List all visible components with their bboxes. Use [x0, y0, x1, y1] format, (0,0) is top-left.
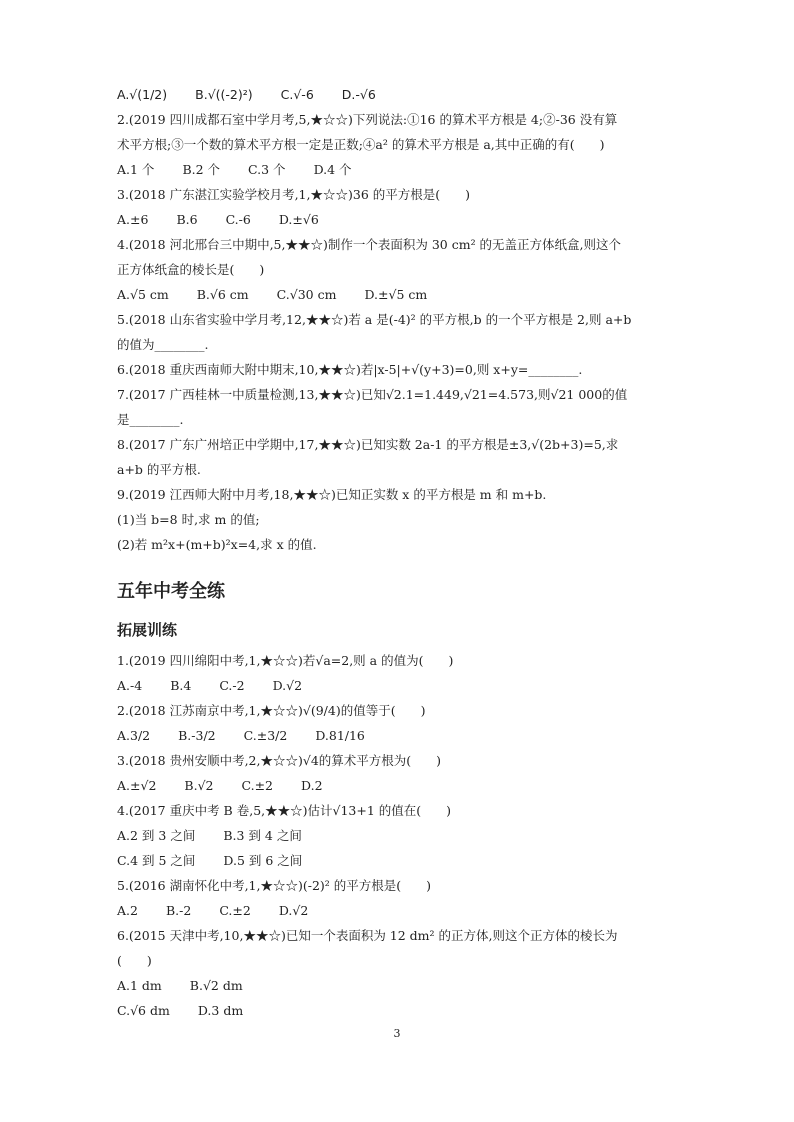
option-d: D.5 到 6 之间 [223, 853, 303, 868]
option-d: D.3 dm [197, 1003, 244, 1018]
option-a: A.√5 cm [117, 287, 169, 302]
option-a: A.2 到 3 之间 [117, 828, 196, 843]
option-a: A.±√2 [117, 778, 157, 793]
options-row [117, 773, 677, 798]
page-number: 3 [393, 1027, 401, 1040]
option-b: B.-3/2 [178, 728, 216, 743]
question-2: 2.(2018 江苏南京中考,1,★☆☆)√(9/4)的值等于( ) [117, 703, 426, 718]
question-8-cont: a+b 的平方根. [117, 462, 201, 477]
option-a: A.3/2 [117, 728, 151, 743]
question-5-cont: 的值为________. [117, 337, 209, 352]
option-b: B.√2 [184, 778, 214, 793]
options-row [117, 898, 677, 923]
question-7-cont: 是________. [117, 412, 184, 427]
options-row [117, 998, 677, 1023]
section-heading: 五年中考全练 [117, 581, 225, 602]
question-9-part1: (1)当 b=8 时,求 m 的值; [117, 512, 260, 527]
question-9: 9.(2019 江西师大附中月考,18,★★☆)已知正实数 x 的平方根是 m 和 m+b. [117, 487, 547, 502]
options-row [117, 82, 677, 107]
question-1: 1.(2019 四川绵阳中考,1,★☆☆)若√a=2,则 a 的值为( ) [117, 653, 454, 668]
section-subheading: 拓展训练 [117, 621, 178, 639]
option-b: B.√2 dm [189, 978, 243, 993]
options-row [117, 157, 677, 182]
option-c: C.±3/2 [243, 728, 288, 743]
options-row [117, 207, 677, 232]
option-b: B.-2 [165, 903, 192, 918]
question-7: 7.(2017 广西桂林一中质量检测,13,★★☆)已知√2.1=1.449,√21=4.573,则√21 000的值 [117, 387, 628, 402]
option-d: D.√2 [272, 678, 303, 693]
option-a: A.-4 [117, 678, 143, 693]
question-3: 3.(2018 广东湛江实验学校月考,1,★☆☆)36 的平方根是( ) [117, 187, 470, 202]
option-c: C.3 个 [248, 162, 286, 177]
document-page [117, 82, 677, 1023]
option-b: B.√((-2)²) [195, 87, 253, 102]
options-row [117, 973, 677, 998]
option-b: B.3 到 4 之间 [223, 828, 302, 843]
option-d: D.±√6 [278, 212, 319, 227]
option-b: B.2 个 [182, 162, 221, 177]
question-6: 6.(2018 重庆西南师大附中期末,10,★★☆)若|x-5|+√(y+3)=0,则 x+y=________. [117, 362, 583, 377]
question-8: 8.(2017 广东广州培正中学期中,17,★★☆)已知实数 2a-1 的平方根是±3,√(2b+3)=5,求 [117, 437, 619, 452]
option-c: C.±2 [219, 903, 251, 918]
option-a: A.2 [117, 903, 138, 918]
option-a: A.±6 [117, 212, 149, 227]
options-row [117, 848, 677, 873]
options-row [117, 282, 677, 307]
option-d: D.2 [301, 778, 323, 793]
question-5: 5.(2016 湖南怀化中考,1,★☆☆)(-2)² 的平方根是( ) [117, 878, 432, 893]
question-4-cont: 正方体纸盒的棱长是( ) [117, 262, 265, 277]
option-c: C.4 到 5 之间 [117, 853, 196, 868]
option-d: D.4 个 [313, 162, 352, 177]
option-d: D.-√6 [341, 87, 376, 102]
option-c: C.√30 cm [276, 287, 337, 302]
options-row [117, 823, 677, 848]
question-2-cont: 术平方根;③一个数的算术平方根一定是正数;④a² 的算术平方根是 a,其中正确的有( ) [117, 137, 605, 152]
option-c: C.-6 [225, 212, 251, 227]
options-row [117, 673, 677, 698]
question-6-cont: ( ) [117, 953, 152, 968]
option-a: A.√(1/2) [117, 87, 168, 102]
option-c: C.√-6 [280, 87, 314, 102]
option-d: D.±√5 cm [364, 287, 428, 302]
question-5: 5.(2018 山东省实验中学月考,12,★★☆)若 a 是(-4)² 的平方根,b 的一个平方根是 2,则 a+b [117, 312, 632, 327]
option-c: C.√6 dm [117, 1003, 170, 1018]
option-b: B.4 [170, 678, 192, 693]
options-row [117, 723, 677, 748]
option-c: C.-2 [219, 678, 245, 693]
option-b: B.√6 cm [196, 287, 249, 302]
question-4: 4.(2018 河北邢台三中期中,5,★★☆)制作一个表面积为 30 cm² 的无盖正方体纸盒,则这个 [117, 237, 622, 252]
option-a: A.1 dm [117, 978, 162, 993]
question-9-part2: (2)若 m²x+(m+b)²x=4,求 x 的值. [117, 537, 317, 552]
question-3: 3.(2018 贵州安顺中考,2,★☆☆)√4的算术平方根为( ) [117, 753, 442, 768]
question-4: 4.(2017 重庆中考 B 卷,5,★★☆)估计√13+1 的值在( ) [117, 803, 452, 818]
question-2: 2.(2019 四川成都石室中学月考,5,★☆☆)下列说法:①16 的算术平方根是 4;②-36 没有算 [117, 112, 618, 127]
option-a: A.1 个 [117, 162, 155, 177]
option-d: D.81/16 [315, 728, 365, 743]
option-b: B.6 [176, 212, 198, 227]
question-6: 6.(2015 天津中考,10,★★☆)已知一个表面积为 12 dm² 的正方体,则这个正方体的棱长为 [117, 928, 618, 943]
option-d: D.√2 [278, 903, 309, 918]
option-c: C.±2 [241, 778, 274, 793]
